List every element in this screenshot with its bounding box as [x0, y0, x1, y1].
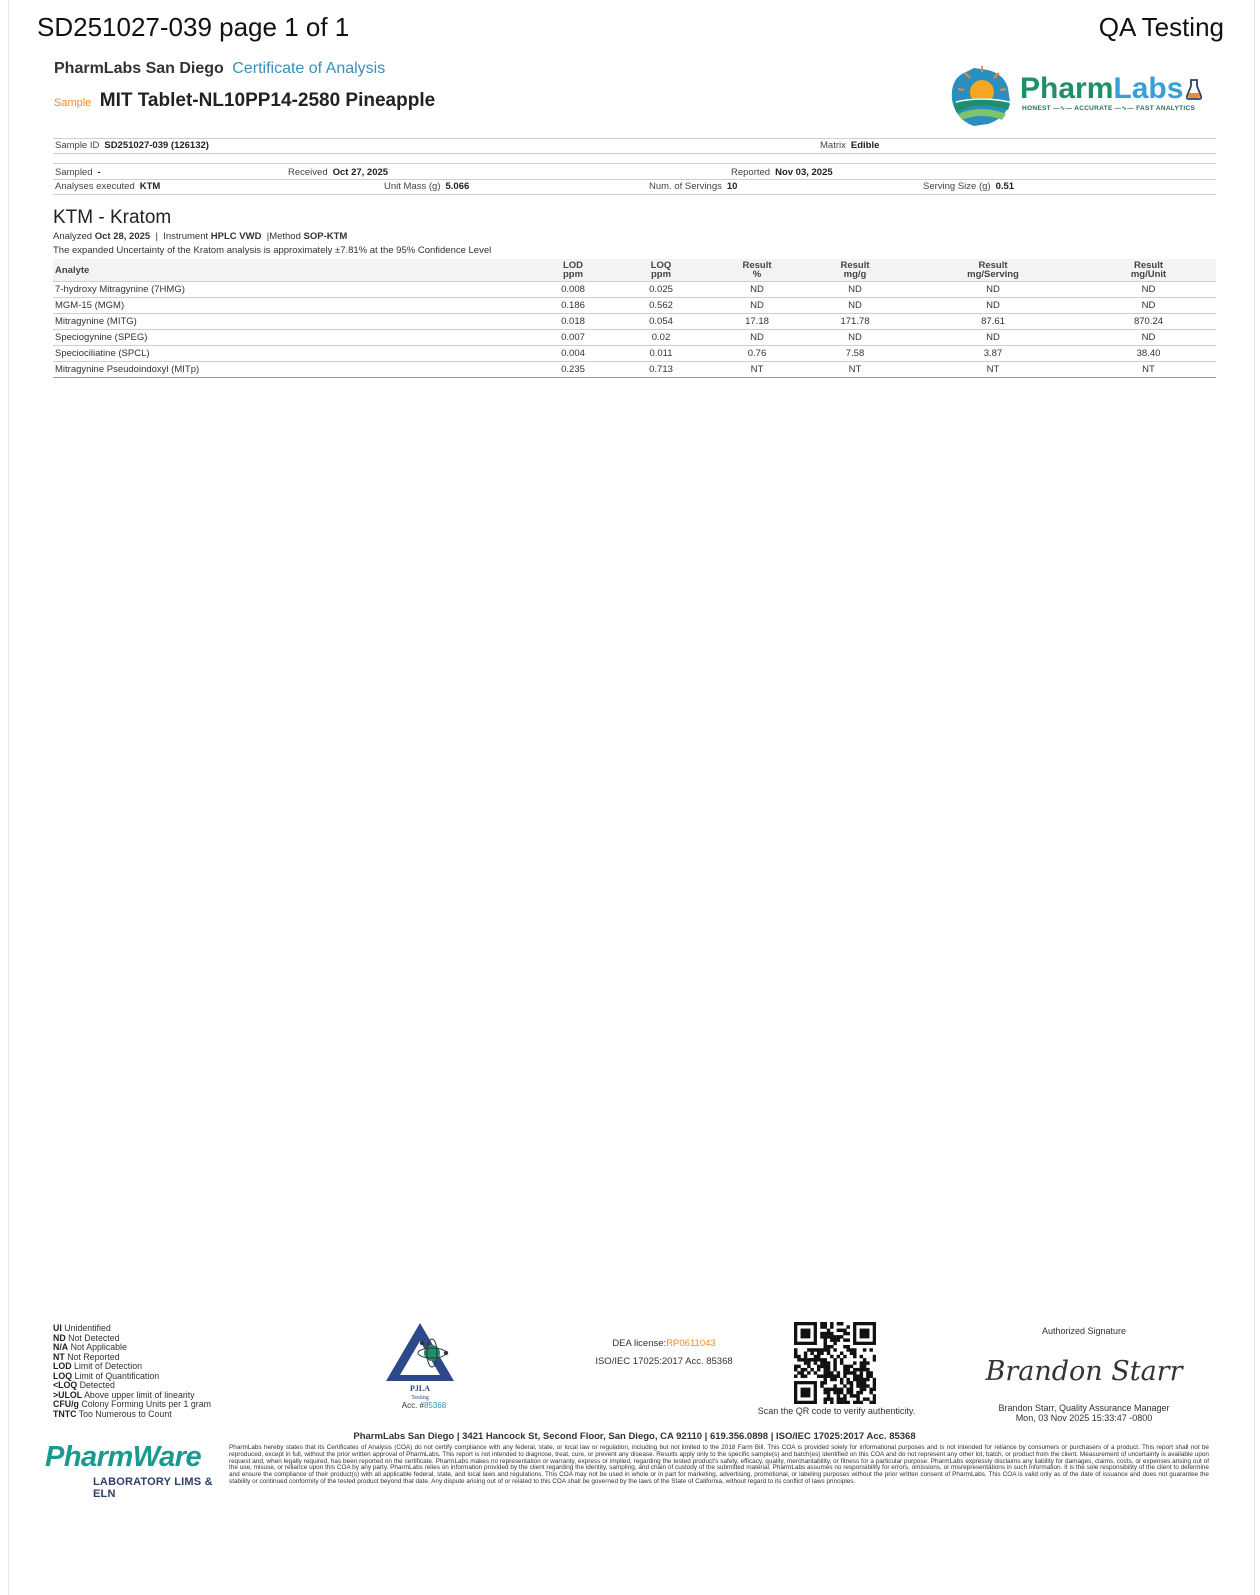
cell-analyte: MGM-15 (MGM) [53, 298, 533, 314]
lab-address: PharmLabs San Diego | 3421 Hancock St, Second Floor, San Diego, CA 92110 | 619.356.0898 | ISO/IEC 17025:2017 Acc. 85368 [353, 1431, 916, 1442]
divider [53, 194, 1216, 195]
cell-result-pct: 17.18 [709, 314, 805, 330]
sample-line [54, 90, 435, 112]
col-header-result-mgunit: Result mg/Unit [1081, 259, 1216, 282]
cell-result-mgg: ND [805, 298, 905, 314]
cell-result-mgserving: ND [905, 298, 1081, 314]
legend-item: N/A Not Applicable [53, 1342, 127, 1352]
legal-disclaimer: PharmLabs hereby states that its Certificates of Analysis (COA) do not certify compliance with any federal, state, or local law or regulation, including but not limited to the 2018 Farm Bill. This COA is provided solely for informational purposes and is not intended for reliance by consumers or purchasers of a product. This report shall not be reproduced, except in full, without the prior written approval of PharmLabs. This report is not intended to diagnose, treat, cure, or prevent any disease. Results apply only to the specific sample(s) and batch(es) identified on this COA and do not represent any other lot, batch, or product from the client. Measurement of uncertainty is available upon request and, when legally required, has been reported on the certificate. PharmLabs makes no representation or warranty, express or implied, regarding the tested product's safety, efficacy, quality, merchantability, or fitness for a particular purpose. PharmLabs expressly disclaims any liability for damages, claims, costs, or expenses arising out of the use, misuse, or reliance upon this COA by any party. PharmLabs relies on information provided by the client regarding the identity, sampling, and chain of custody of the submitted material. PharmLabs assumes no responsibility for errors, omissions, or misrepresentations in such information. It is the sole responsibility of the client to determine and ensure the compliance of their product(s) with all applicable federal, state, and local laws and regulations. This COA may not be used in whole or in part for marketing, advertising, promotional, or labeling purposes without the prior written consent of PharmLabs. This COA is valid only as of the date of issuance and does not guarantee the stability or continued conformity of the tested product beyond that date. Any dispute arising out of or related to this COA shall be governed by the laws of the State of California, without regard to its conflict of laws principles. [229, 1444, 1209, 1485]
table-row [53, 298, 1216, 314]
legend-item: LOD Limit of Detection [53, 1361, 142, 1371]
cell-result-pct: ND [709, 282, 805, 298]
pharmware-subtitle: LABORATORY LIMS & ELN [93, 1476, 213, 1500]
cell-result-mgg: 7.58 [805, 346, 905, 362]
cell-analyte: Speciociliatine (SPCL) [53, 346, 533, 362]
cell-lod: 0.018 [533, 314, 613, 330]
cell-loq: 0.011 [613, 346, 709, 362]
signatory [969, 1403, 1199, 1423]
legend-item: LOQ Limit of Quantification [53, 1370, 160, 1381]
cell-result-mgserving: ND [905, 330, 1081, 346]
serving-size-field: Serving Size (g) 0.51 [923, 181, 1015, 192]
col-header-loq: LOQ ppm [613, 259, 709, 282]
col-header-lod: LOD ppm [533, 259, 613, 282]
table-row [53, 346, 1216, 362]
qr-code-icon [794, 1322, 876, 1404]
cell-loq: 0.054 [613, 314, 709, 330]
cell-result-mgserving: 3.87 [905, 346, 1081, 362]
qa-testing-label: QA Testing [1098, 12, 1224, 42]
unit-mass-field: Unit Mass (g) 5.066 [384, 181, 470, 192]
pjla-accreditation-badge [384, 1321, 464, 1416]
dea-license: DEA license:RP0611043 [612, 1338, 716, 1349]
table-row [53, 314, 1216, 330]
cell-result-pct: 0.76 [709, 346, 805, 362]
cell-lod: 0.007 [533, 330, 613, 346]
pjla-triangle-icon [384, 1321, 464, 1401]
col-header-result-pct: Result % [709, 259, 805, 282]
cell-loq: 0.713 [613, 362, 709, 378]
col-header-result-mgg: Result mg/g [805, 259, 905, 282]
logo-wordmark: PharmLabs [1020, 72, 1203, 106]
divider [53, 138, 1216, 139]
document-page-id: SD251027-039 page 1 of 1 [37, 12, 350, 42]
cell-lod: 0.008 [533, 282, 613, 298]
pharmware-wordmark: PharmWare [45, 1441, 202, 1473]
signature-image [969, 1338, 1199, 1398]
uncertainty-note: The expanded Uncertainty of the Kratom analysis is approximately ±7.81% at the 95% Confidence Level [53, 245, 492, 256]
sample-id-field: Sample ID SD251027-039 (126132) [55, 140, 209, 151]
lab-title-line [54, 60, 385, 78]
divider [53, 163, 1216, 164]
results-table [53, 259, 1216, 378]
sample-name: MIT Tablet-NL10PP14-2580 Pineapple [99, 90, 436, 111]
section-analysis-info: Analyzed Oct 28, 2025 | Instrument HPLC VWD |Method SOP-KTM [53, 231, 348, 242]
cell-result-mgunit: ND [1081, 282, 1216, 298]
handwritten-signature [969, 1338, 1199, 1398]
svg-text:Brandon Starr: Brandon Starr [985, 1356, 1183, 1387]
sampled-field: Sampled - [55, 167, 101, 178]
table-row [53, 330, 1216, 346]
cell-result-mgunit: 870.24 [1081, 314, 1216, 330]
legend-item: UI Unidentified [53, 1323, 111, 1333]
cell-loq: 0.025 [613, 282, 709, 298]
cell-lod: 0.004 [533, 346, 613, 362]
cell-analyte: Mitragynine Pseudoindoxyl (MITp) [53, 362, 533, 378]
flask-icon [1185, 78, 1203, 100]
coa-page [8, 0, 1255, 1595]
divider [53, 179, 1216, 180]
cell-loq: 0.562 [613, 298, 709, 314]
svg-text:PJLA: PJLA [410, 1384, 430, 1393]
matrix-field: Matrix Edible [820, 140, 880, 151]
pharmlabs-emblem-icon [944, 58, 1016, 130]
table-row [53, 362, 1216, 378]
divider [53, 153, 1216, 154]
legend-item: <LOQ Detected [53, 1380, 115, 1390]
cell-result-mgserving: NT [905, 362, 1081, 378]
legend-item: CFU/g Colony Forming Units per 1 gram [53, 1399, 211, 1409]
signatory-name-title: Brandon Starr, Quality Assurance Manager [998, 1403, 1170, 1413]
received-field: Received Oct 27, 2025 [288, 167, 389, 178]
cell-loq: 0.02 [613, 330, 709, 346]
table-row [53, 282, 1216, 298]
cell-result-mgg: ND [805, 282, 905, 298]
cell-result-mgunit: NT [1081, 362, 1216, 378]
qr-caption: Scan the QR code to verify authenticity. [757, 1406, 916, 1416]
section-title: KTM - Kratom [53, 207, 172, 228]
verification-qr-code[interactable] [794, 1322, 876, 1404]
cell-result-mgunit: ND [1081, 330, 1216, 346]
cell-result-mgserving: 87.61 [905, 314, 1081, 330]
cell-result-pct: ND [709, 330, 805, 346]
cell-result-mgunit: ND [1081, 298, 1216, 314]
cell-result-mgg: NT [805, 362, 905, 378]
cell-lod: 0.235 [533, 362, 613, 378]
cell-analyte: Speciogynine (SPEG) [53, 330, 533, 346]
pharmware-logo [45, 1441, 220, 1500]
iso-accreditation: ISO/IEC 17025:2017 Acc. 85368 [595, 1356, 733, 1367]
sample-tag: Sample [54, 97, 92, 109]
cell-lod: 0.186 [533, 298, 613, 314]
signature-datetime: Mon, 03 Nov 2025 15:33:47 -0800 [1015, 1413, 1153, 1423]
col-header-result-mgserving: Result mg/Serving [905, 259, 1081, 282]
cell-result-mgunit: 38.40 [1081, 346, 1216, 362]
analyses-field: Analyses executed KTM [55, 181, 161, 192]
svg-text:Testing: Testing [411, 1395, 429, 1401]
pjla-acc-number: Acc. #85368 [401, 1401, 447, 1410]
lab-name: PharmLabs San Diego [54, 60, 224, 77]
legend-item: NT Not Reported [53, 1351, 120, 1362]
servings-field: Num. of Servings 10 [649, 181, 738, 192]
signature-heading: Authorized Signature [1041, 1326, 1127, 1336]
cell-result-mgserving: ND [905, 282, 1081, 298]
col-header-analyte: Analyte [53, 259, 533, 282]
pharmlabs-logo [944, 58, 1204, 130]
abbreviation-legend [53, 1324, 211, 1419]
cell-analyte: 7-hydroxy Mitragynine (7HMG) [53, 282, 533, 298]
coa-label: Certificate of Analysis [232, 60, 386, 77]
cell-analyte: Mitragynine (MITG) [53, 314, 533, 330]
legend-item: >ULOL Above upper limit of linearity [53, 1389, 195, 1400]
legend-item: TNTC Too Numerous to Count [53, 1408, 172, 1419]
table-header-row [53, 259, 1216, 282]
legend-item: ND Not Detected [53, 1332, 120, 1343]
logo-tagline: HONEST —∿— ACCURATE —∿— FAST ANALYTICS [1022, 105, 1196, 112]
cell-result-pct: NT [709, 362, 805, 378]
cell-result-mgg: 171.78 [805, 314, 905, 330]
reported-field: Reported Nov 03, 2025 [731, 167, 833, 178]
cell-result-pct: ND [709, 298, 805, 314]
cell-result-mgg: ND [805, 330, 905, 346]
